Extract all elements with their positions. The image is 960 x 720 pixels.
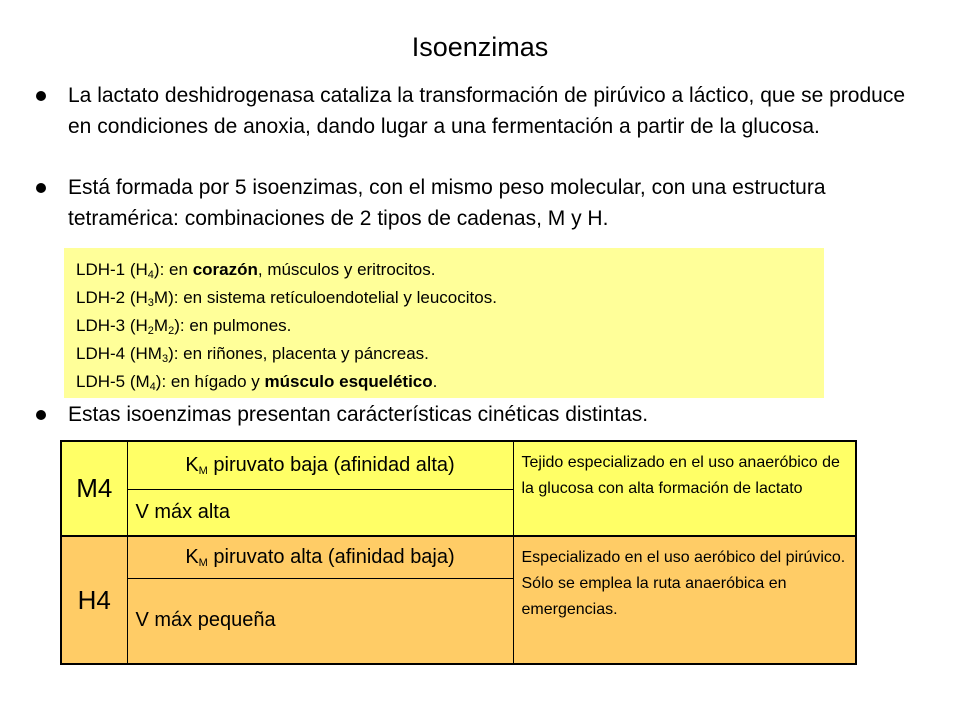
- ldh-item-3: LDH-3 $(H_2M_2)$: en pulmones.: [76, 316, 292, 337]
- ldh-isoenzyme-list: [64, 248, 824, 398]
- bullet-dot-icon: [36, 91, 46, 101]
- isoenzyme-m4-label: M4: [61, 441, 127, 536]
- bullet-lactate-dehydrogenase: [68, 80, 908, 142]
- kinetics-table: [60, 440, 857, 665]
- vmax-h4-cell: V máx pequeña: [127, 578, 513, 664]
- vmax-m4-cell: V máx alta: [127, 489, 513, 536]
- km-h4-cell: $K_M$ piruvato alta (afinidad baja): [127, 536, 513, 578]
- isoenzyme-h4-label: H4: [61, 536, 127, 664]
- km-m4-cell: $K_M$ piruvato baja (afinidad alta): [127, 441, 513, 489]
- bullet-text: Estas isoenzimas presentan carácterísticas cinéticas distintas.: [68, 403, 649, 426]
- page-title: Isoenzimas: [411, 32, 549, 62]
- ldh-item-4: LDH-4 $(HM_3)$: en riñones, placenta y páncreas.: [76, 344, 429, 365]
- bullet-text: Está formada por 5 isoenzimas, con el mismo peso molecular, con una estructura tetramérica: combinaciones de 2 tipos de cadenas, M y H.: [68, 176, 826, 230]
- ldh-item-5: LDH-5 $(M_4)$: en hígado y músculo esquelético.: [76, 372, 438, 393]
- ldh-item-2: LDH-2 $(H_3M)$: en sistema retículoendotelial y leucocitos.: [76, 288, 497, 309]
- description-h4-cell: Especializado en el uso aeróbico del pirúvico. Sólo se emplea la ruta anaeróbica en emergencias.: [513, 536, 856, 664]
- bullet-text: La lactato deshidrogenasa cataliza la transformación de pirúvico a láctico, que se produce en condiciones de anoxia, dando lugar a una fermentación a partir de la glucosa.: [68, 84, 905, 138]
- table-row-h4: [61, 536, 856, 578]
- ldh-item-1: LDH-1 $(H_4)$: en corazón, músculos y eritrocitos.: [76, 260, 436, 281]
- bullet-dot-icon: [36, 410, 46, 420]
- table-row-m4: [61, 441, 856, 489]
- bullet-kinetics: [68, 399, 908, 430]
- description-m4-cell: Tejido especializado en el uso anaeróbico de la glucosa con alta formación de lactato: [513, 441, 856, 536]
- bullet-isoenzyme-structure: [68, 172, 908, 234]
- bullet-dot-icon: [36, 183, 46, 193]
